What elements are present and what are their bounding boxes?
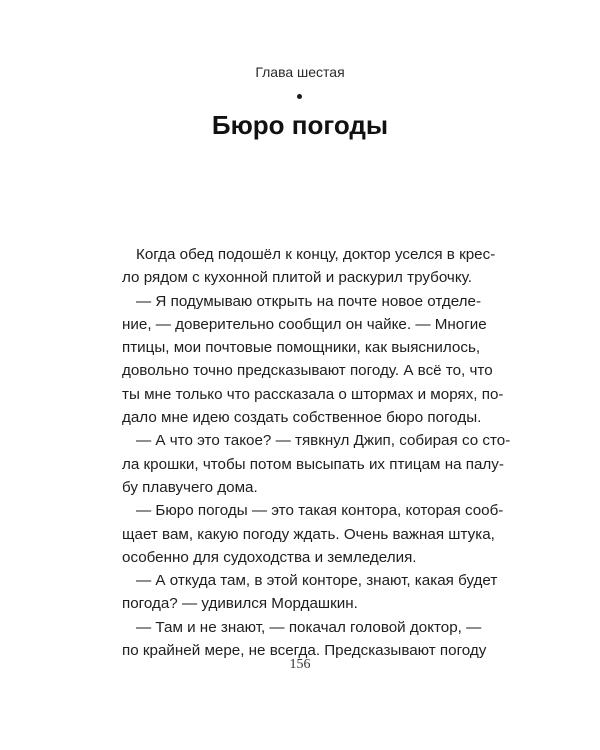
text-line: дало мне идею создать собственное бюро погоды. xyxy=(122,409,482,427)
chapter-title: Бюро погоды xyxy=(211,110,389,140)
chapter-body-text xyxy=(122,243,511,662)
text-line: погода? — удивился Мордашкин. xyxy=(122,595,358,613)
text-line: ты мне только что рассказала о штормах и морях, по- xyxy=(122,385,504,403)
text-line: — Там и не знают, — покачал головой доктор, — xyxy=(136,618,482,636)
text-line: ла крошки, чтобы потом высыпать их птицам на палу- xyxy=(122,455,504,473)
text-line: ние, — доверительно сообщил он чайке. — Многие xyxy=(122,315,487,333)
text-line: — Я подумываю открыть на почте новое отделе- xyxy=(136,292,482,310)
text-line: довольно точно предсказывают погоду. А всё то, что xyxy=(122,362,493,380)
text-line: щает вам, какую погоду ждать. Очень важная штука, xyxy=(122,525,495,543)
text-line: ло рядом с кухонной плитой и раскурил трубочку. xyxy=(122,269,472,287)
text-line: — А что это такое? — тявкнул Джип, собирая со сто- xyxy=(136,432,511,450)
text-line: — Бюро погоды — это такая контора, которая сооб- xyxy=(136,502,504,520)
text-line: по крайней мере, не всегда. Предсказывают погоду xyxy=(122,642,487,660)
page-number: 156 xyxy=(289,657,311,672)
text-line: — А откуда там, в этой конторе, знают, какая будет xyxy=(136,572,498,590)
text-line: Когда обед подошёл к концу, доктор уселся в крес- xyxy=(136,246,496,263)
chapter-label: Глава шестая xyxy=(255,64,345,80)
text-line: птицы, мои почтовые помощники, как выяснилось, xyxy=(122,339,481,357)
text-line: особенно для судоходства и земледелия. xyxy=(122,548,417,566)
text-line: бу плавучего дома. xyxy=(122,478,258,496)
chapter-ornament-dot xyxy=(297,94,302,99)
